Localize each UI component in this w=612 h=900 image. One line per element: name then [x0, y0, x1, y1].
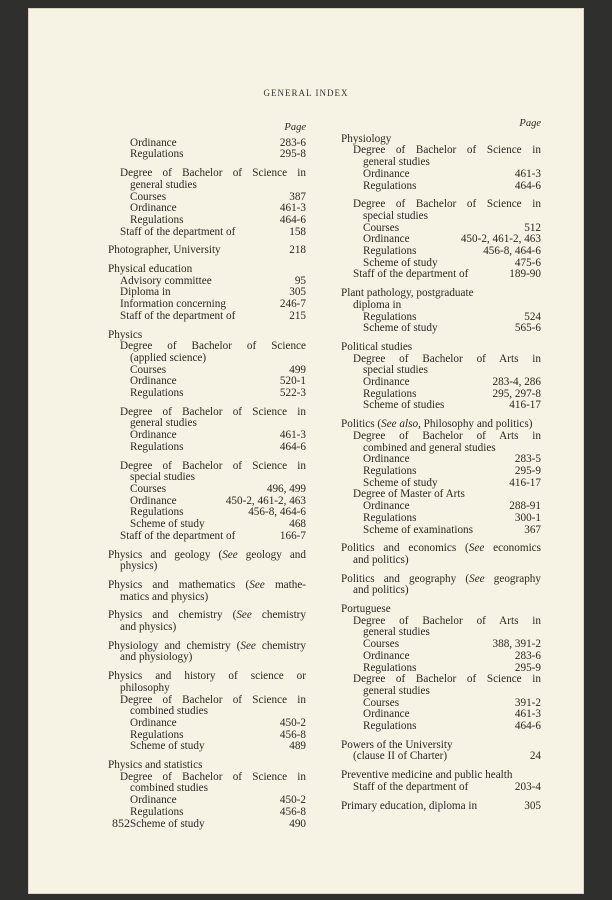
entry-page-ref: 416-17 — [509, 399, 541, 412]
entry-text: and physiology) — [120, 651, 193, 664]
entry-page-ref: 166-7 — [279, 529, 306, 542]
entry-page-ref: 391-2 — [514, 696, 541, 709]
index-entry — [341, 400, 541, 412]
entry-page-ref: 464-6 — [514, 720, 541, 733]
index-entry — [341, 555, 541, 567]
entry-text: Regulations — [363, 661, 417, 674]
entry-text: and physics) — [120, 621, 177, 634]
entry-text: Physics and geology (See geology and — [108, 548, 306, 561]
index-entry — [108, 388, 306, 400]
entry-page-ref: 468 — [289, 518, 306, 531]
entry-text: Preventive medicine and public health — [341, 769, 513, 782]
entry-text: Scheme of studies — [363, 399, 445, 412]
entry-page-ref: 283-6 — [514, 649, 541, 662]
entry-text: Degree of Bachelor of Arts in — [353, 614, 541, 627]
entry-page-ref: 450-2, 461-2, 463 — [225, 494, 306, 507]
entry-text: Scheme of study — [363, 256, 438, 269]
entry-page-ref: 388, 391-2 — [492, 638, 541, 651]
entry-page-ref: 367 — [524, 523, 541, 536]
entry-text: and politics) — [353, 553, 409, 566]
entry-text: Ordinance — [363, 500, 410, 513]
entry-page-ref: 24 — [529, 750, 541, 763]
entry-text: Portuguese — [341, 603, 391, 616]
index-entry — [108, 741, 306, 753]
entry-page-ref: 295, 297-8 — [492, 387, 541, 400]
entry-text: Degree of Master of Arts — [353, 488, 465, 501]
entry-page-ref: 512 — [524, 221, 541, 234]
page-number: 852 — [112, 816, 130, 830]
entry-page-ref: 416-17 — [509, 476, 541, 489]
entry-text: combined and general studies — [363, 441, 496, 454]
entry-text: Photographer, University — [108, 244, 221, 257]
entry-text: Advisory committee — [120, 274, 212, 287]
entry-text: Degree of Bachelor of Science in — [120, 459, 306, 472]
entry-text: Regulations — [130, 148, 184, 161]
entry-page-ref: 283-4, 286 — [492, 376, 541, 389]
entry-text: special studies — [130, 471, 195, 484]
entry-page-ref: 520-1 — [279, 375, 306, 388]
entry-text: Staff of the department of — [120, 309, 236, 322]
entry-page-ref: 461-3 — [279, 202, 306, 215]
index-entry — [108, 622, 306, 634]
entry-text: Scheme of examinations — [363, 523, 473, 536]
entry-page-ref: 522-3 — [279, 387, 306, 400]
entry-text: Political studies — [341, 340, 413, 353]
entry-text: Ordinance — [363, 167, 410, 180]
entry-text: Staff of the department of — [353, 780, 469, 793]
entry-text: Scheme of study — [363, 476, 438, 489]
entry-page-ref: 489 — [289, 740, 306, 753]
entry-text: Plant pathology, postgraduate — [341, 287, 474, 300]
entry-page-ref: 295-9 — [514, 464, 541, 477]
entry-page-ref: 475-6 — [514, 256, 541, 269]
entry-page-ref: 295-9 — [514, 661, 541, 674]
entry-page-ref: 456-8 — [279, 728, 306, 741]
entry-text: special studies — [363, 364, 428, 377]
index-entry — [341, 181, 541, 193]
entry-text: Regulations — [130, 387, 184, 400]
entry-text: Primary education, diploma in — [341, 799, 478, 812]
entry-page-ref: 496, 499 — [266, 482, 306, 495]
entry-text: Courses — [130, 482, 167, 495]
entry-page-ref: 456-8, 464-6 — [483, 245, 541, 258]
entry-text: Degree of Bachelor of Arts in — [353, 352, 541, 365]
entry-text: Physics and mathematics (See mathe- — [108, 578, 307, 591]
entry-text: Courses — [363, 638, 400, 651]
entry-text: general studies — [130, 417, 197, 430]
index-entry — [341, 323, 541, 335]
entry-page-ref: 295-8 — [279, 148, 306, 161]
entry-text: Physics and statistics — [108, 759, 203, 772]
entry-text: Physiology and chemistry (See chemistry — [108, 639, 306, 652]
entry-text: Staff of the department of — [120, 529, 236, 542]
entry-text: Ordinance — [363, 376, 410, 389]
entry-page-ref: 464-6 — [514, 179, 541, 192]
entry-text: Politics (See also, Philosophy and politics) — [341, 418, 533, 431]
entry-text: Regulations — [363, 511, 417, 524]
entry-text: Information concerning — [120, 298, 226, 311]
entry-text: Regulations — [363, 464, 417, 477]
page-column-label: Page — [284, 122, 306, 133]
entry-text: matics and physics) — [120, 590, 209, 603]
index-entry — [108, 531, 306, 543]
entry-page-ref: 283-5 — [514, 453, 541, 466]
entry-page-ref: 464-6 — [279, 440, 306, 453]
book-page — [28, 8, 584, 894]
entry-text: Ordinance — [130, 429, 177, 442]
entry-page-ref: 387 — [289, 190, 306, 203]
entry-text: Ordinance — [130, 494, 177, 507]
entry-page-ref: 490 — [289, 817, 306, 830]
entry-text: diploma in — [353, 298, 402, 311]
entry-text: Ordinance — [363, 649, 410, 662]
entry-text: Physiology — [341, 132, 392, 145]
entry-text: Degree of Bachelor of Science in — [120, 405, 306, 418]
entry-text: Degree of Bachelor of Science in — [353, 673, 541, 686]
index-entry — [341, 269, 541, 281]
entry-page-ref: 461-3 — [279, 429, 306, 442]
index-entry — [108, 311, 306, 323]
entry-text: Regulations — [363, 310, 417, 323]
entry-text: Ordinance — [363, 453, 410, 466]
entry-text: special studies — [363, 209, 428, 222]
index-entry — [108, 819, 306, 831]
index-entry — [108, 592, 306, 604]
entry-text: Physics and history of science or — [108, 670, 306, 683]
entry-text: Courses — [130, 190, 167, 203]
entry-text: Regulations — [363, 387, 417, 400]
entry-text: Staff of the department of — [120, 225, 236, 238]
index-entry — [108, 227, 306, 239]
entry-page-ref: 203-4 — [514, 780, 541, 793]
entry-text: Ordinance — [130, 794, 177, 807]
entry-text: Courses — [130, 363, 167, 376]
entry-page-ref: 450-2, 461-2, 463 — [460, 233, 541, 246]
entry-text: combined studies — [130, 705, 208, 718]
entry-text: Degree of Bachelor of Arts in — [353, 429, 541, 442]
entry-text: Physics and chemistry (See chemistry — [108, 609, 306, 622]
entry-page-ref: 300-1 — [514, 511, 541, 524]
entry-text: general studies — [363, 626, 430, 639]
index-entry — [341, 721, 541, 733]
entry-text: Ordinance — [130, 375, 177, 388]
entry-text: Physics — [108, 328, 143, 341]
entry-text: Regulations — [363, 245, 417, 258]
entry-text: and politics) — [353, 584, 409, 597]
entry-text: Ordinance — [363, 233, 410, 246]
index-entry — [108, 442, 306, 454]
entry-page-ref: 461-3 — [514, 167, 541, 180]
index-column-left — [108, 122, 306, 830]
entry-text: Degree of Bachelor of Science in — [120, 770, 306, 783]
entry-page-ref: 450-2 — [279, 794, 306, 807]
entry-text: Ordinance — [130, 716, 177, 729]
page-column-label: Page — [519, 118, 541, 129]
index-entry — [341, 751, 541, 763]
entry-page-ref: 288-91 — [509, 500, 541, 513]
entry-text: Degree of Bachelor of Science — [120, 340, 306, 353]
index-entry — [341, 585, 541, 597]
entry-page-ref: 215 — [289, 309, 306, 322]
entry-text: Ordinance — [363, 708, 410, 721]
entry-page-ref: 456-8 — [279, 805, 306, 818]
entry-page-ref: 158 — [289, 225, 306, 238]
entry-text: physics) — [120, 560, 158, 573]
entry-text: Degree of Bachelor of Science in — [120, 167, 306, 180]
entry-text: Scheme of study — [130, 817, 205, 830]
entry-text: Regulations — [363, 179, 417, 192]
entry-text: Regulations — [130, 506, 184, 519]
entry-text: general studies — [130, 178, 197, 191]
entry-text: Diploma in — [120, 286, 171, 299]
entry-text: Degree of Bachelor of Science in — [353, 144, 541, 157]
entry-text: Regulations — [130, 805, 184, 818]
entry-page-ref: 565-6 — [514, 322, 541, 335]
entry-text: Regulations — [130, 213, 184, 226]
entry-text: Physical education — [108, 263, 193, 276]
entry-text: Politics and geography (See geography — [341, 572, 541, 585]
entry-page-ref: 524 — [524, 310, 541, 323]
entry-text: combined studies — [130, 782, 208, 795]
entry-page-ref: 456-8, 464-6 — [248, 506, 306, 519]
entry-text: Regulations — [363, 720, 417, 733]
entry-page-ref: 305 — [289, 286, 306, 299]
entry-page-ref: 461-3 — [514, 708, 541, 721]
index-entry — [108, 149, 306, 161]
entry-page-ref: 283-6 — [279, 136, 306, 149]
entry-text: Ordinance — [130, 202, 177, 215]
entry-text: philosophy — [120, 681, 170, 694]
entry-page-ref: 95 — [294, 274, 306, 287]
entry-text: Scheme of study — [130, 740, 205, 753]
entry-page-ref: 450-2 — [279, 716, 306, 729]
entry-page-ref: 499 — [289, 363, 306, 376]
index-column-right — [341, 118, 541, 812]
index-entry — [341, 525, 541, 537]
entry-text: Staff of the department of — [353, 268, 469, 281]
entry-page-ref: 305 — [524, 799, 541, 812]
index-entry — [341, 782, 541, 794]
entry-text: Regulations — [130, 440, 184, 453]
entry-text: (applied science) — [130, 351, 207, 364]
index-entry — [108, 245, 306, 257]
entry-text: Regulations — [130, 728, 184, 741]
entry-text: Degree of Bachelor of Science in — [120, 693, 306, 706]
entry-text: Scheme of study — [130, 518, 205, 531]
index-entry — [108, 652, 306, 664]
index-entry — [108, 561, 306, 573]
entry-text: Degree of Bachelor of Science in — [353, 198, 541, 211]
entry-page-ref: 246-7 — [279, 298, 306, 311]
entry-text: (clause II of Charter) — [353, 750, 448, 763]
running-header: GENERAL INDEX — [263, 88, 349, 98]
entry-text: general studies — [363, 684, 430, 697]
entry-text: Ordinance — [130, 136, 177, 149]
entry-text: Politics and economics (See economics — [341, 542, 542, 555]
entry-text: Courses — [363, 221, 400, 234]
entry-text: general studies — [363, 156, 430, 169]
entry-text: Powers of the University — [341, 738, 453, 751]
entry-page-ref: 189-90 — [509, 268, 541, 281]
entry-page-ref: 218 — [289, 244, 306, 257]
entry-text: Courses — [363, 696, 400, 709]
entry-page-ref: 464-6 — [279, 213, 306, 226]
entry-text: Scheme of study — [363, 322, 438, 335]
index-entry — [341, 801, 541, 813]
